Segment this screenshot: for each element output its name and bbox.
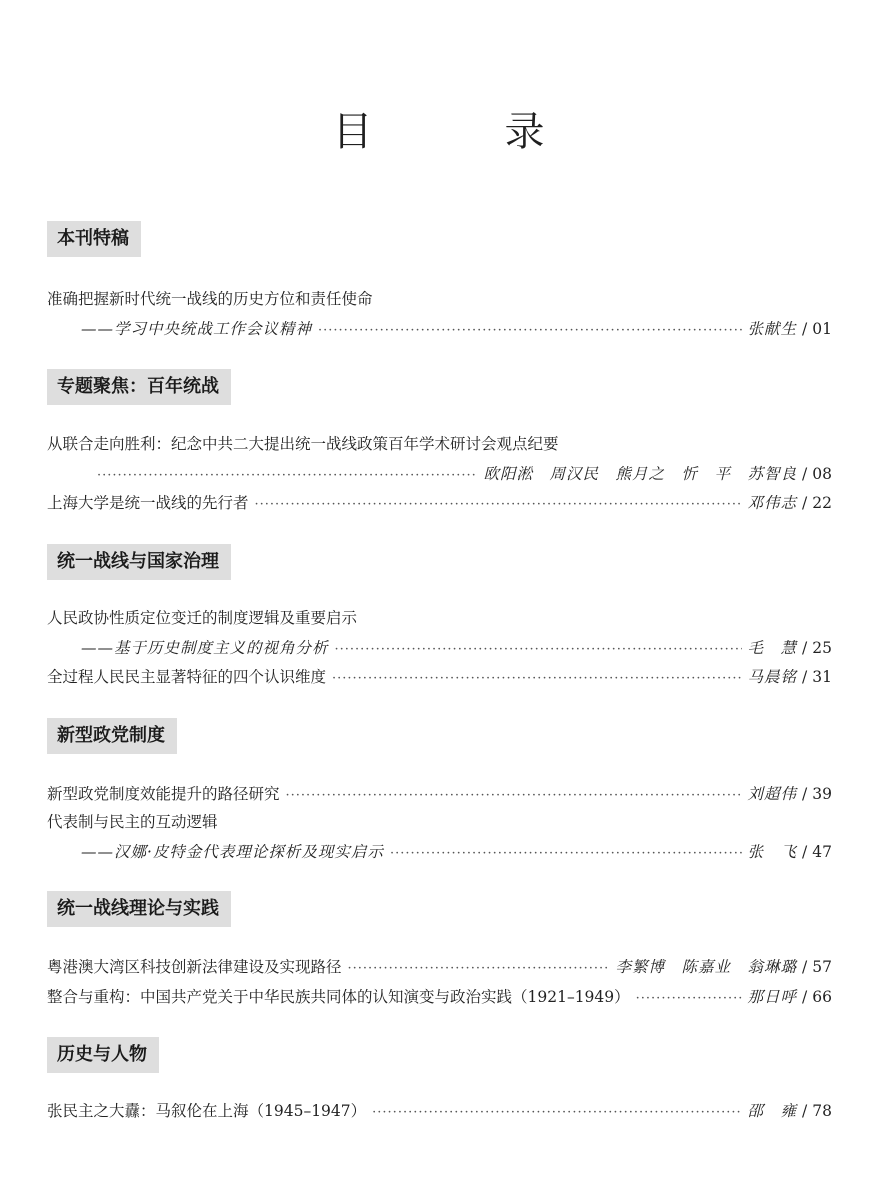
dot-leader (97, 464, 478, 488)
page-separator: / (802, 465, 808, 483)
page-separator: / (802, 1102, 808, 1120)
dot-leader (390, 842, 742, 866)
page-separator: / (802, 320, 808, 338)
entry-title: 粤港澳大湾区科技创新法律建设及实现路径 (47, 958, 342, 976)
entry-page: 78 (812, 1102, 832, 1120)
entry-title: 整合与重构：中国共产党关于中华民族共同体的认知演变与政治实践（1921–1949） (47, 988, 630, 1006)
toc-entry[interactable] (47, 606, 832, 630)
dot-leader (335, 638, 742, 662)
page-separator: / (802, 785, 808, 803)
page-separator: / (802, 668, 808, 686)
dot-leader (636, 987, 742, 1011)
entry-page: 57 (812, 958, 832, 976)
section-header: 本刊特稿 (47, 221, 141, 257)
dot-leader (332, 667, 742, 691)
dot-leader (286, 784, 742, 808)
toc-entry[interactable] (47, 782, 832, 806)
toc-entry[interactable] (47, 636, 832, 660)
entry-author: 邵 雍 (747, 1102, 798, 1120)
entry-author: 邓伟志 (747, 494, 798, 512)
dot-leader (348, 957, 610, 981)
entry-page: 08 (812, 465, 832, 483)
page-separator: / (802, 639, 808, 657)
entry-author: 那日呼 (747, 988, 798, 1006)
page-separator: / (802, 494, 808, 512)
section-header: 统一战线理论与实践 (47, 891, 231, 927)
toc-entry[interactable] (47, 287, 832, 311)
toc-entry[interactable] (47, 432, 832, 456)
entry-subtitle: ——汉娜·皮特金代表理论探析及现实启示 (81, 843, 384, 861)
entry-title: 准确把握新时代统一战线的历史方位和责任使命 (47, 290, 373, 308)
entry-author: 毛 慧 (747, 639, 798, 657)
entry-title: 全过程人民民主显著特征的四个认识维度 (47, 668, 327, 686)
entry-subtitle: ——学习中央统战工作会议精神 (81, 320, 313, 338)
toc-entry[interactable] (47, 840, 832, 864)
section-header: 新型政党制度 (47, 718, 177, 754)
entry-page: 31 (812, 668, 832, 686)
entry-page: 39 (812, 785, 832, 803)
entry-page: 22 (812, 494, 832, 512)
entry-title: 上海大学是统一战线的先行者 (47, 494, 249, 512)
page-separator: / (802, 843, 808, 861)
toc-entry[interactable] (47, 810, 832, 834)
page-separator: / (802, 988, 808, 1006)
entry-title: 新型政党制度效能提升的路径研究 (47, 785, 280, 803)
entry-author: 张献生 (747, 320, 798, 338)
entry-title: 张民主之大纛：马叙伦在上海（1945–1947） (47, 1102, 367, 1120)
section-header: 历史与人物 (47, 1037, 159, 1073)
entry-title: 从联合走向胜利：纪念中共二大提出统一战线政策百年学术研讨会观点纪要 (47, 435, 559, 453)
entry-title: 人民政协性质定位变迁的制度逻辑及重要启示 (47, 609, 358, 627)
toc-entry[interactable] (47, 317, 832, 341)
entry-page: 47 (812, 843, 832, 861)
section-header: 统一战线与国家治理 (47, 544, 231, 580)
page-separator: / (802, 958, 808, 976)
entry-page: 66 (812, 988, 832, 1006)
section-header: 专题聚焦：百年统战 (47, 369, 231, 405)
entry-author: 李繁博 陈嘉业 翁琳璐 (615, 958, 798, 976)
dot-leader (255, 493, 742, 517)
toc-entry[interactable] (47, 985, 832, 1009)
entry-author: 刘超伟 (747, 785, 798, 803)
dot-leader (372, 1101, 741, 1125)
entry-subtitle: ——基于历史制度主义的视角分析 (81, 639, 329, 657)
entry-title: 代表制与民主的互动逻辑 (47, 813, 218, 831)
toc-entry[interactable] (47, 665, 832, 689)
entry-page: 25 (812, 639, 832, 657)
dot-leader (318, 319, 742, 343)
entry-author: 马晨铭 (747, 668, 798, 686)
toc-entry[interactable] (47, 1099, 832, 1123)
entry-author: 张 飞 (747, 843, 798, 861)
toc-entry[interactable] (47, 491, 832, 515)
toc-entry[interactable] (47, 462, 832, 486)
toc-entry[interactable] (47, 955, 832, 979)
entry-author: 欧阳淞 周汉民 熊月之 忻 平 苏智良 (483, 465, 798, 483)
page-title: 目 录 (332, 109, 591, 155)
entry-page: 01 (812, 320, 832, 338)
